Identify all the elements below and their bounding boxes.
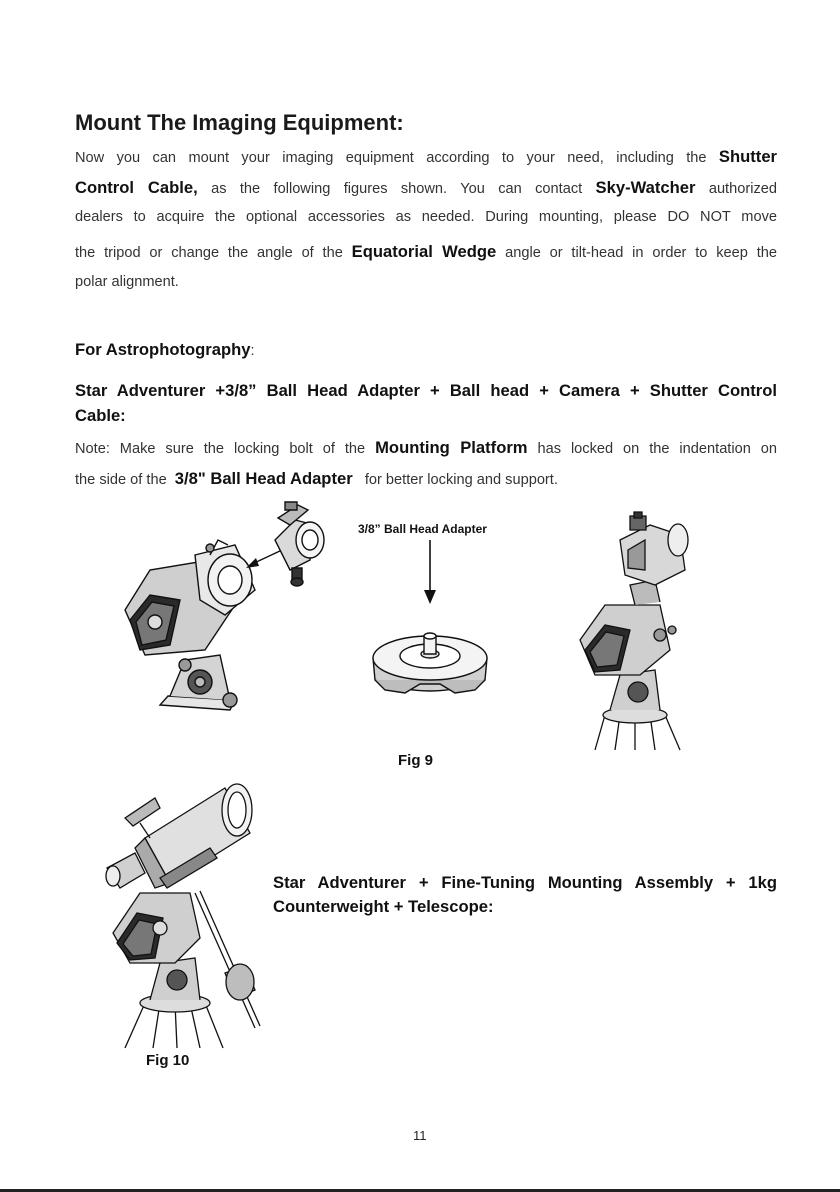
intro-line-2: [75, 176, 777, 201]
note-line-2: [75, 467, 558, 492]
setup1-title-line-1: Star Adventurer +3/8” Ball Head Adapter + Ball head + Camera + Shutter Control: [75, 381, 777, 400]
intro-line-5: [75, 272, 777, 294]
fig9-caption: Fig 9: [398, 752, 434, 769]
intro-line-1: [75, 145, 777, 170]
note-line-1: [75, 436, 777, 461]
section-title-text: For Astrophotography: [75, 340, 251, 359]
fig9-mount-exploded-illustration: [110, 500, 370, 725]
section-title: [75, 340, 777, 363]
note-text: Note: Make sure the locking bolt of the: [75, 441, 366, 457]
note-text: for better locking and support.: [364, 472, 558, 488]
intro-text: Now you can mount your imaging equipment according to your need, including the: [75, 150, 707, 166]
note-text: the side of the: [75, 472, 167, 488]
section-colon: :: [250, 343, 255, 359]
term-control-cable: Control Cable,: [75, 178, 198, 197]
intro-text: as the following figures shown. You can contact: [211, 181, 583, 197]
fig9-callout-arrow: [420, 538, 440, 608]
term-ball-head-adapter: 3/8" Ball Head Adapter: [174, 469, 353, 488]
intro-line-4: [75, 240, 777, 265]
page-number: 11: [413, 1128, 427, 1143]
intro-text: authorized: [708, 181, 777, 197]
setup2-title-line-2: Counterweight + Telescope:: [273, 897, 494, 916]
fig10-caption: Fig 10: [146, 1052, 190, 1069]
setup2-title-line-1: Star Adventurer + Fine-Tuning Mounting Assembly + 1kg: [273, 873, 777, 892]
term-mounting-platform: Mounting Platform: [375, 438, 528, 457]
fig10-telescope-illustration: [105, 778, 275, 1053]
term-equatorial-wedge: Equatorial Wedge: [351, 242, 497, 261]
page-heading: Mount The Imaging Equipment:: [75, 110, 404, 135]
term-shutter: Shutter: [718, 147, 777, 166]
intro-text: polar alignment.: [75, 274, 179, 290]
intro-text: the tripod or change the angle of the: [75, 245, 343, 261]
intro-text: dealers to acquire the optional accessories as needed. During mounting, please DO NOT move: [75, 209, 777, 225]
intro-line-3: [75, 207, 777, 229]
fig9-callout-label: 3/8” Ball Head Adapter: [358, 522, 487, 536]
setup1-title-line-2: Cable:: [75, 406, 126, 425]
term-sky-watcher: Sky-Watcher: [595, 178, 696, 197]
note-text: has locked on the indentation on: [537, 441, 778, 457]
ball-head-adapter-illustration: [365, 610, 495, 705]
intro-text: angle or tilt-head in order to keep the: [505, 245, 777, 261]
fig9-mount-assembled-illustration: [560, 510, 700, 750]
